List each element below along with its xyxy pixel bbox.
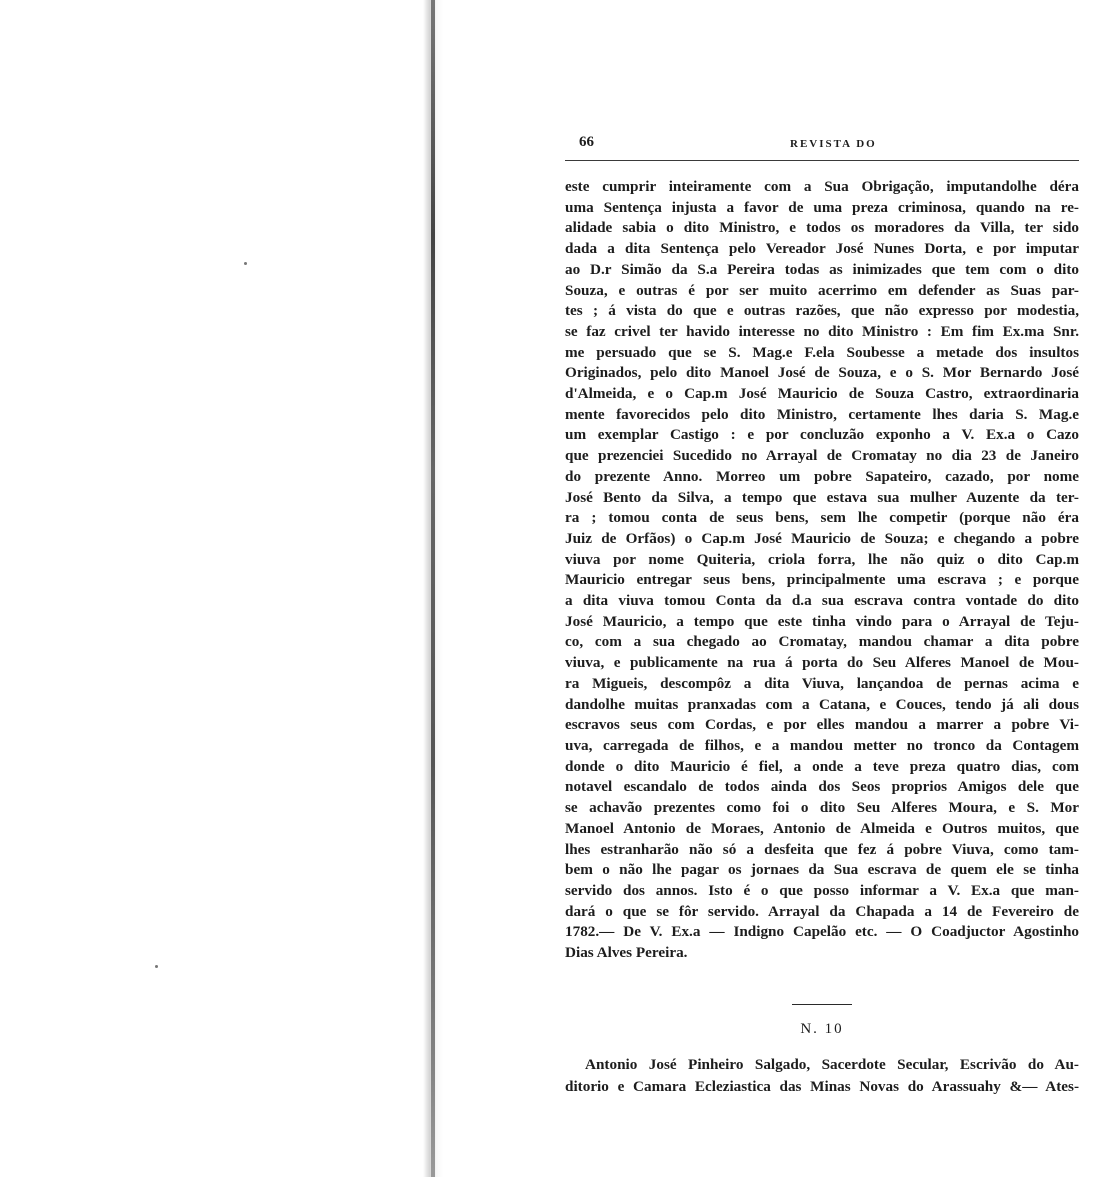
text-line: donde o dito Mauricio é fiel, a onde a teve preza quatro dias, com: [565, 757, 1079, 775]
section-label: N. 10: [800, 1020, 844, 1037]
next-document-text: [565, 1054, 1079, 1098]
text-line: ra ; tomou conta de seus bens, sem lhe competir (porque não éra: [565, 509, 1079, 527]
text-line: escravos seus com Cordas, e por elles mandou a marrer a pobre Vi-: [565, 716, 1079, 734]
text-line: Originados, pelo dito Manoel José de Souza, e o S. Mor Bernardo José: [565, 364, 1079, 382]
text-line: a dita viuva tomou Conta da d.a sua escrava contra vontade do dito: [565, 592, 1079, 610]
page-number: 66: [579, 134, 594, 150]
main-text-block: [565, 177, 1079, 964]
text-line: tes ; á vista do que e outras razões, que não expresso por modestia,: [565, 302, 1079, 320]
running-title: REVISTA DO: [790, 138, 877, 150]
text-line: Manoel Antonio de Moraes, Antonio de Almeida e Outros muitos, que: [565, 819, 1079, 837]
gutter-spine-line: [431, 0, 435, 1177]
text-line: bem o não lhe pagar os jornaes da Sua escrava de quem ele se tinha: [565, 861, 1079, 879]
text-line: uva, carregada de filhos, e a mandou metter no tronco da Contagem: [565, 736, 1079, 754]
running-head: [565, 134, 1079, 154]
text-line: José Bento da Silva, a tempo que estava sua mulher Auzente da ter-: [565, 488, 1079, 506]
text-line: alidade sabia o dito Ministro, e todos os moradores da Villa, ter sido: [565, 219, 1079, 237]
header-rule: [565, 160, 1079, 161]
text-line: lhes estranharão não só a desfeita que fez á pobre Viuva, como tam-: [565, 840, 1079, 858]
text-line: ra Migueis, descompôz a dita Viuva, lançandoa de pernas acima e: [565, 674, 1079, 692]
text-line: servido dos annos. Isto é o que posso informar a V. Ex.a que man-: [565, 881, 1079, 899]
text-line: se faz crivel ter havido interesse no dito Ministro : Em fim Ex.ma Snr.: [565, 322, 1079, 340]
text-line: José Mauricio, a tempo que este tinha vindo para o Arrayal de Teju-: [565, 612, 1079, 630]
text-line: que prezenciei Sucedido no Arrayal de Cromatay no dia 23 de Janeiro: [565, 447, 1079, 465]
text-line: um exemplar Castigo : e por concluzão exponho a V. Ex.a o Cazo: [565, 426, 1079, 444]
text-line: dandolhe muitas pranxadas com a Catana, e Couces, tendo já ali dous: [565, 695, 1079, 713]
text-line: co, com a sua chegado ao Cromatay, mandou chamar a dita pobre: [565, 633, 1079, 651]
text-line: viuva, e publicamente na rua á porta do Seu Alferes Manoel de Mou-: [565, 654, 1079, 672]
scan-speck: [244, 262, 247, 265]
text-line: d'Almeida, e o Cap.m José Mauricio de Souza Castro, extraordinaria: [565, 385, 1079, 403]
text-line: do prezente Anno. Morreo um pobre Sapateiro, cazado, por nome: [565, 467, 1079, 485]
text-line: 1782.— De V. Ex.a — Indigno Capelão etc. — O Coadjuctor Agostinho: [565, 923, 1079, 941]
text-line: Dias Alves Pereira.: [565, 944, 688, 962]
text-line: viuva por nome Quiteria, criola forra, lhe não quiz o dito Cap.m: [565, 550, 1079, 568]
text-line: este cumprir inteiramente com a Sua Obrigação, imputandolhe déra: [565, 178, 1079, 195]
text-line: Mauricio entregar seus bens, principalmente uma escrava ; e porque: [565, 571, 1079, 589]
scan-speck: [155, 965, 158, 968]
book-page: [565, 134, 1079, 1098]
text-line: ditorio e Camara Ecleziastica das Minas Novas do Arassuahy &— Ates-: [565, 1077, 1079, 1095]
text-line: Antonio José Pinheiro Salgado, Sacerdote Secular, Escrivão do Au-: [585, 1055, 1079, 1073]
text-line: se achavão prezentes como foi o dito Seu Alferes Moura, e S. Mor: [565, 799, 1079, 817]
text-line: dará o que se fôr servido. Arrayal da Chapada a 14 de Fevereiro de: [565, 902, 1079, 920]
text-line: me persuado que se S. Mag.e F.ela Soubesse a metade dos insultos: [565, 343, 1079, 361]
text-line: Juiz de Orfãos) o Cap.m José Mauricio de Souza; e chegando a pobre: [565, 529, 1079, 547]
text-line: Souza, e outras é por ser muito acerrimo em defender as Suas par-: [565, 281, 1079, 299]
book-gutter: [423, 0, 443, 1177]
text-line: dada a dita Sentença pelo Vereador José Nunes Dorta, e por imputar: [565, 240, 1079, 258]
text-line: ao D.r Simão da S.a Pereira todas as inimizades que tem com o dito: [565, 260, 1079, 278]
text-line: notavel escandalo de todos ainda dos Seos proprios Amigos dele que: [565, 778, 1079, 796]
section-divider: [792, 1004, 852, 1005]
text-line: uma Sentença injusta a favor de uma preza criminosa, quando na re-: [565, 198, 1079, 216]
text-line: mente favorecidos pelo dito Ministro, certamente lhes daria S. Mag.e: [565, 405, 1079, 423]
